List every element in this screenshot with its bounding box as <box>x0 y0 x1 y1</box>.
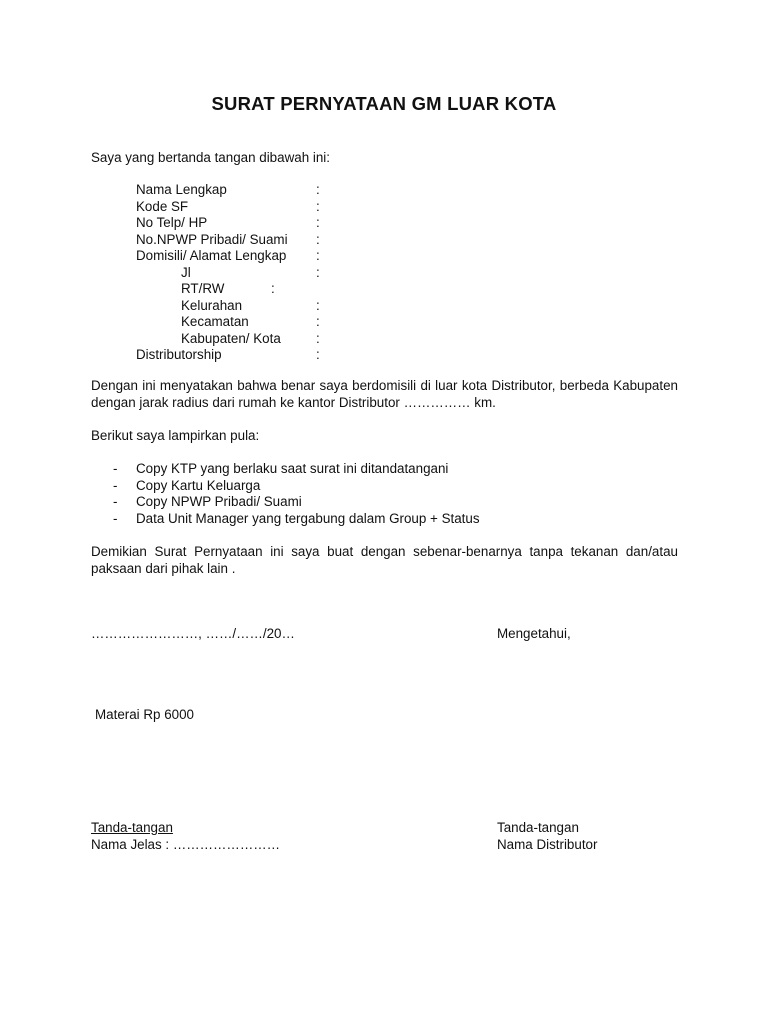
field-colon: : <box>316 264 320 280</box>
field-colon: : <box>316 330 320 346</box>
document-title: SURAT PERNYATAAN GM LUAR KOTA <box>211 93 557 114</box>
field-colon: : <box>316 231 320 247</box>
list-item-text: Copy Kartu Keluarga <box>136 477 261 493</box>
bullet-dash: - <box>113 494 118 509</box>
place-date-line: ……………………, ……/……/20… <box>91 626 295 641</box>
attachments-intro: Berikut saya lampirkan pula: <box>91 428 260 443</box>
field-label: Kabupaten/ Kota <box>181 330 281 346</box>
field-colon: : <box>316 215 320 230</box>
signature-label-left: Tanda-tangan <box>91 820 173 835</box>
field-colon: : <box>316 297 320 313</box>
field-label: No Telp/ HP <box>136 215 208 230</box>
field-label: Distributorship <box>136 347 222 362</box>
bullet-dash: - <box>113 477 118 493</box>
field-label: Domisili/ Alamat Lengkap <box>136 248 287 263</box>
field-label: RT/RW <box>181 281 225 296</box>
list-item-text: Data Unit Manager yang tergabung dalam Group + Status <box>136 510 480 526</box>
field-colon: : <box>316 182 320 197</box>
signatory-name-right: Nama Distributor <box>497 837 598 852</box>
field-colon: : <box>316 248 320 263</box>
closing-paragraph: Demikian Surat Pernyataan ini saya buat dengan sebenar-benarnya tanpa tekanan dan/atau paksaan dari pihak lain . <box>91 544 678 576</box>
field-label: Kelurahan <box>181 297 243 313</box>
statement-paragraph: Dengan ini menyatakan bahwa benar saya berdomisili di luar kota Distributor, berbeda Kabupaten dengan jarak radius dari rumah ke kantor Distributor …………… km. <box>91 378 678 410</box>
list-item-text: Copy NPWP Pribadi/ Suami <box>136 494 302 509</box>
field-colon: : <box>271 281 275 296</box>
field-colon: : <box>316 198 320 214</box>
field-label: Jl <box>181 264 191 280</box>
materai-label: Materai Rp 6000 <box>95 707 194 722</box>
field-label: Kode SF <box>136 198 189 214</box>
field-label: Kecamatan <box>181 314 249 329</box>
signatory-name-left: Nama Jelas : …………………… <box>91 837 280 852</box>
mengetahui-label: Mengetahui, <box>497 626 571 641</box>
field-label: Nama Lengkap <box>136 182 227 197</box>
field-label: No.NPWP Pribadi/ Suami <box>136 231 288 247</box>
bullet-dash: - <box>113 510 118 526</box>
intro-text: Saya yang bertanda tangan dibawah ini: <box>91 150 330 165</box>
field-colon: : <box>316 314 320 329</box>
signature-label-right: Tanda-tangan <box>497 820 579 835</box>
field-colon: : <box>316 347 320 362</box>
bullet-dash: - <box>113 461 118 476</box>
list-item-text: Copy KTP yang berlaku saat surat ini ditandatangani <box>136 461 449 476</box>
